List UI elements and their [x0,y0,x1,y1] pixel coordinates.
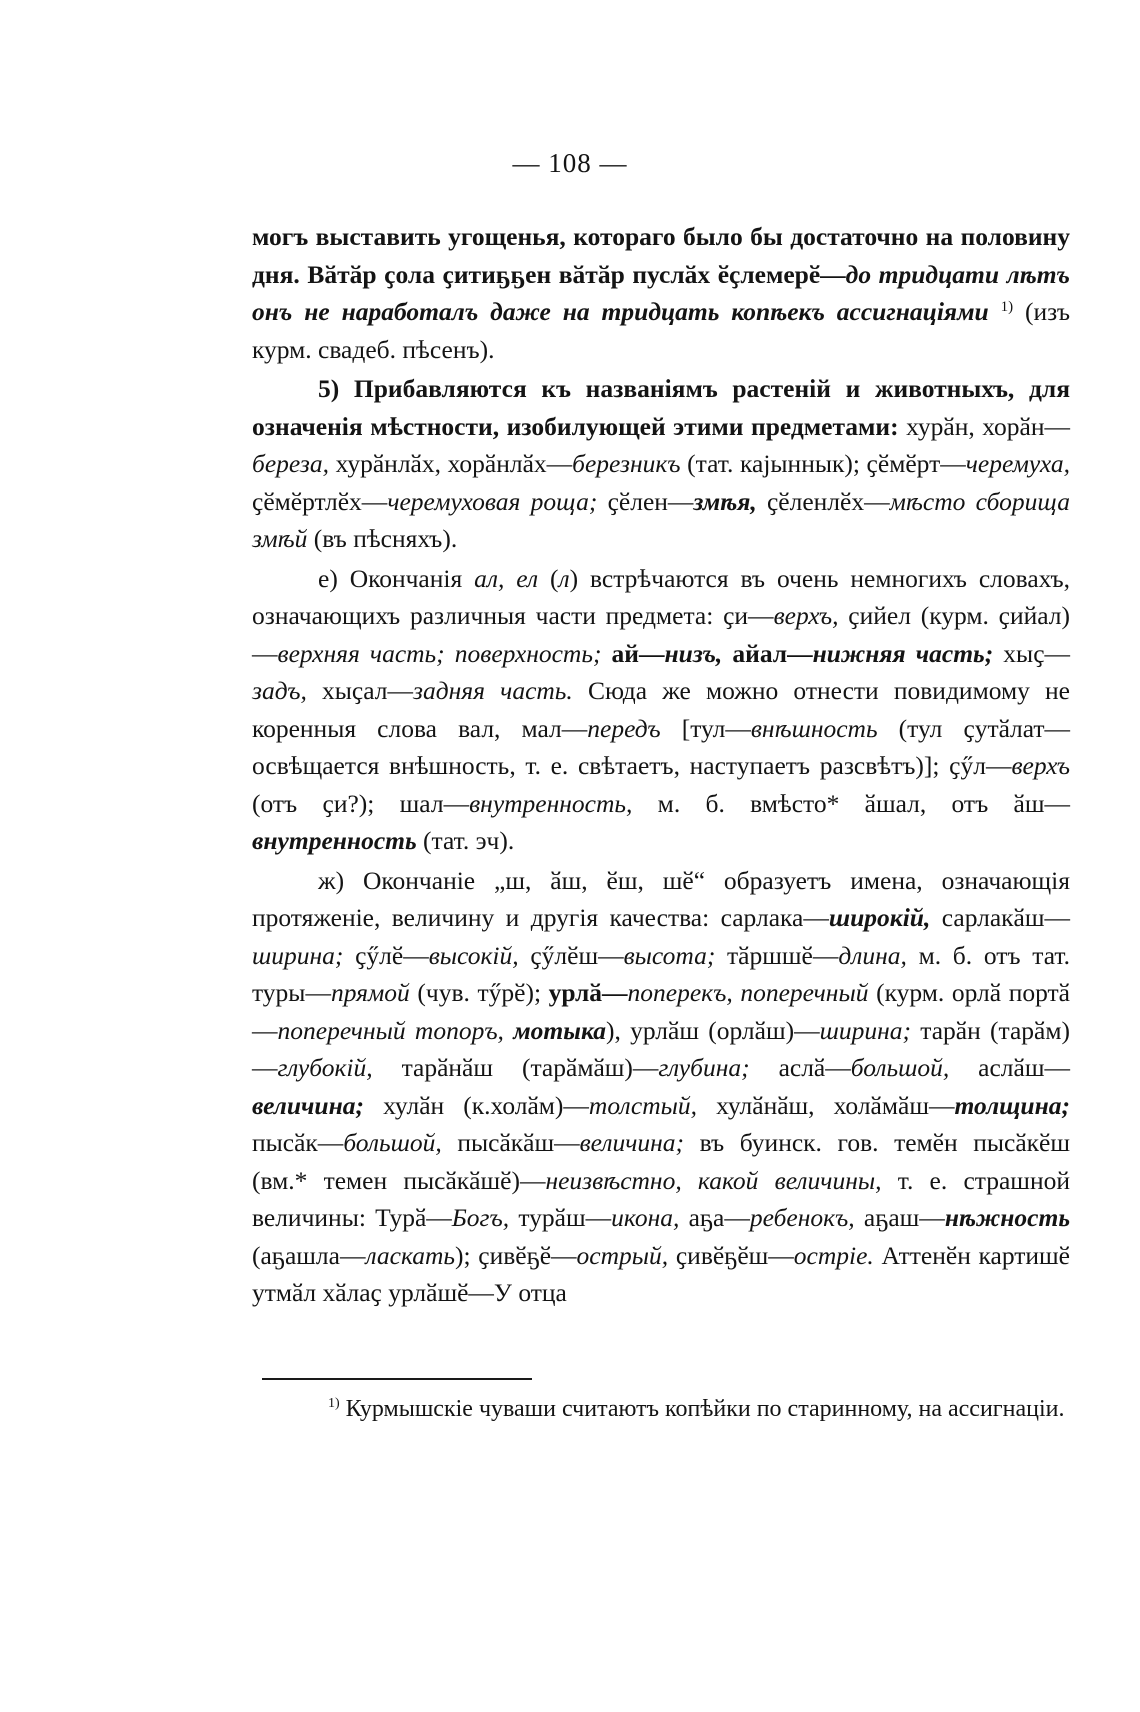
bold-italic-run: нижняя часть; [812,638,994,668]
italic-run: большой, [343,1128,442,1157]
italic-run: верхъ, [773,601,839,630]
footnote-text: Курмышскіе чуваши считаютъ копѣйки по старинному, на ассигнаціи. [345,1396,1065,1422]
text-run: Сюда же можно отнести повидимому не коренныя слова вал, мал— [252,676,1070,743]
text-run: т. е. страшной величины: Турӑ— [252,1165,1070,1232]
text-run: ҫӳлӗ— [343,940,429,970]
italic-run: неизвѣстно, какой величины, [545,1165,882,1195]
italic-run: береза, [252,449,329,478]
italic-run: высокій, [428,940,519,970]
italic-run: икона, [611,1203,680,1232]
text-run: пысӑк— [252,1128,344,1157]
text-run: хыҫал— [306,676,414,705]
bold-italic-run: змѣя, [693,486,757,516]
italic-run: передъ [587,713,661,743]
bold-run: урлӑ— [548,978,628,1007]
italic-run: черемуха, [965,449,1070,478]
italic-run: л [558,563,570,593]
text-run: хулӑнӑш, холӑмӑш— [697,1090,955,1120]
footnote-marker: 1) [328,1396,340,1411]
text-run: (курм. орлӑ портӑ— [252,978,1071,1045]
text-run: к); ҫӗмӗрт— [831,449,966,478]
italic-run: верхъ [1011,751,1070,780]
bold-italic-run: до тридцати лѣтъ онъ не наработалъ даже на тридцать копѣекъ ассигнаціями [252,259,1070,326]
page-number: — 108 — [512,148,628,178]
text-run: ҫийел (курм. ҫийал)— [252,601,1070,668]
italic-run: ширина; [819,1015,911,1045]
text-run: (аҕашла— [252,1240,366,1270]
bold-italic-run: широкій, [828,903,931,932]
text-run: (тул ҫутӑлат—освѣщается внѣшность, т. е. свѣтаетъ, наступаетъ разсвѣтъ)]; ҫӳл— [252,713,1070,780]
text-run: [тул— [660,713,751,743]
paragraph [252,218,1070,368]
bold-italic-run: внутренность [252,826,417,855]
text-run: ҫӗлен— [597,486,694,516]
text-run: аслӑ— [749,1053,851,1082]
text-run: (отъ ҫи?); шал— [252,788,470,818]
italic-run: березникъ [572,449,681,478]
footnote-reference: 1) [1000,299,1014,315]
bold-italic-run: низъ, [664,638,723,668]
footnote [252,1392,1070,1427]
text-run: турӑш— [509,1203,612,1232]
text-run: аҕа— [679,1203,750,1232]
italic-run: ал, ел [474,563,539,593]
text-run: хыҫ— [993,638,1071,668]
text-run: м. б. вмѣсто* ӑшал, отъ ӑш— [632,788,1071,818]
italic-run: величина; [579,1128,685,1157]
text-run: аҕаш— [854,1203,945,1232]
body-text [252,218,1070,1312]
text-run: ҫӳлӗш— [518,940,624,970]
text-run [601,639,611,668]
bold-run: 5) Прибавляются къ названіямъ растеній и животныхъ, для означенія мѣстности, изобилующей этими предметами: [252,374,1070,441]
bold-run: айал— [732,638,813,668]
text-run: ) встрѣчаются въ очень немногихъ словахъ, означающихъ различныя части предмета: ҫи— [252,563,1071,630]
text-run: Аттенӗн картишӗ утмӑл хӑлаҫ урлӑшӗ—У отца [252,1240,1070,1307]
italic-run: глубокій, [277,1053,373,1082]
text-run: ҫивӗҕӗш— [668,1240,794,1270]
italic-run: черемуховая роща; [387,486,598,516]
text-run: хурӑн, хорӑн— [898,411,1070,441]
italic-run: ширина; [252,940,344,970]
text-run: сарлакӑш— [930,903,1071,932]
text-run: м. б. отъ тат. туры— [252,940,1070,1007]
text-run: (тат. каjынны [680,449,832,478]
text-run: тарӑн (тарӑм)— [252,1015,1070,1082]
bold-run: могъ выставить угощенья, котораго было бы достаточно на половину дня. Вӑтӑр ҫола ҫитиҕҕен вӑтӑр пуслӑх ӗҫлемерӗ [252,222,1070,289]
text-run: ҫӗленлӗх— [756,486,890,516]
italic-run: мѣсто сборища змѣй [252,486,1070,553]
italic-run: поперекъ, поперечный [627,978,869,1007]
text-run: въ буинск. гов. темӗн пысӑкӗш (вм.* темен пысӑкӑшӗ)— [252,1128,1070,1195]
text-run: тӑршшӗ— [715,940,839,970]
text-run: е) Окончанія [318,563,475,593]
italic-run: толстый, [588,1090,698,1120]
italic-run: глубина; [658,1053,750,1082]
text-run: ( [538,563,559,593]
text-run: (изъ курм. свадеб. пѣсенъ). [252,297,1071,364]
text-run: хурӑнлӑх, хорӑнлӑх— [328,449,573,478]
bold-italic-run: толщина; [954,1090,1070,1120]
italic-run: поперечный топоръ, [277,1015,514,1045]
italic-run: внутренность, [469,788,633,818]
paragraph [252,560,1070,860]
text-run: ж) Окончаніе „ш, ӑш, ӗш, шӗ“ образуетъ имена, означающія протяженіе, величину и другія качества: сарлака— [252,865,1070,932]
footnote-paragraph [252,1392,1070,1427]
paragraph [252,862,1070,1312]
italic-run: высота; [623,940,716,970]
text-run [722,639,732,668]
italic-run: ласкать [365,1240,456,1270]
italic-run: верхняя часть; поверхность; [277,638,602,668]
text-run: (тат. эч). [416,826,515,855]
italic-run: большой, [850,1053,950,1082]
italic-run: Богъ, [451,1203,510,1232]
paragraph [252,370,1070,558]
italic-run: задъ, [252,676,307,705]
text-run: ҫӗмӗртлӗх— [252,486,388,516]
text-run: тарӑнӑш (тарӑмӑш)— [372,1053,659,1082]
bold-italic-run: мотыка [513,1015,606,1045]
bold-run: — [820,259,846,289]
text-run: хулӑн (к.холӑм)— [364,1090,589,1120]
italic-run: острый, [576,1240,669,1270]
italic-run: внѣшность [750,713,878,743]
italic-run: остріе. [793,1240,874,1270]
italic-run: прямой [330,978,410,1007]
text-run: ), урлӑш (орлӑш)— [606,1015,820,1045]
text-run: аслӑш— [949,1053,1070,1082]
text-run: пысӑкӑш— [441,1128,580,1157]
bold-italic-run: нѣжность [944,1203,1070,1232]
text-run [989,297,1001,326]
text-run: (чув. тӳрӗ); [409,978,549,1007]
italic-run: задняя часть. [413,676,573,705]
footnote-divider [262,1378,532,1380]
italic-run: ребенокъ, [749,1203,855,1232]
text-run: ); ҫивӗҕӗ— [455,1240,577,1270]
text-run: (въ пѣсняхъ). [307,524,458,553]
italic-run: длина, [838,940,907,970]
bold-italic-run: величина; [252,1090,364,1120]
bold-run: ай— [611,638,665,668]
